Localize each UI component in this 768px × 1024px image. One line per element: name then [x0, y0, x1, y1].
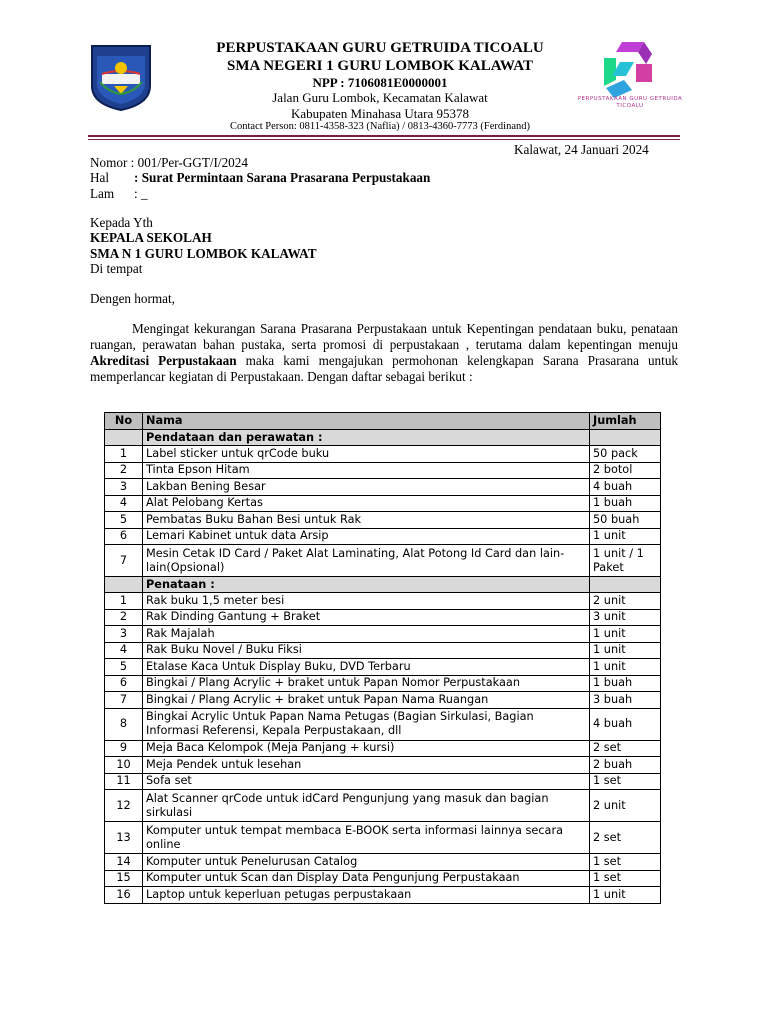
item-name: Etalase Kaca Untuk Display Buku, DVD Terbaru	[143, 659, 590, 676]
table-row	[105, 545, 661, 577]
item-no: 14	[105, 854, 143, 871]
item-name: Rak Buku Novel / Buku Fiksi	[143, 642, 590, 659]
item-qty: 1 unit	[590, 887, 661, 904]
letterhead-rule-thin	[88, 139, 680, 140]
table-row	[105, 626, 661, 643]
item-no: 3	[105, 479, 143, 496]
item-qty: 50 pack	[590, 446, 661, 463]
attachment-label: Lam	[90, 186, 115, 201]
item-name: Sofa set	[143, 773, 590, 790]
body-text-1: Mengingat kekurangan Sarana Prasarana Perpustakaan untuk Kepentingan pendataan buku, penataan ruangan, perawatan bahan pustaka, serta promosi di perpustakaan , terutama dalam kepentingan menuju	[90, 321, 678, 352]
section-qty-cell	[590, 577, 661, 593]
item-no: 2	[105, 609, 143, 626]
item-no: 7	[105, 692, 143, 709]
item-qty: 2 unit	[590, 593, 661, 610]
table-row	[105, 642, 661, 659]
item-name: Bingkai / Plang Acrylic + braket untuk Papan Nama Ruangan	[143, 692, 590, 709]
section-row	[105, 577, 661, 593]
item-no: 7	[105, 545, 143, 577]
recipient-title: KEPALA SEKOLAH	[90, 230, 212, 245]
item-qty: 1 unit	[590, 528, 661, 545]
item-qty: 3 unit	[590, 609, 661, 626]
item-qty: 2 buah	[590, 757, 661, 774]
body-text-bold: Akreditasi Perpustakaan	[90, 353, 237, 368]
item-qty: 2 set	[590, 740, 661, 757]
item-no: 8	[105, 708, 143, 740]
item-no: 3	[105, 626, 143, 643]
subject-label: Hal	[90, 170, 110, 185]
items-table	[104, 412, 661, 904]
letterhead-address1: Jalan Guru Lombok, Kecamatan Kalawat	[272, 90, 488, 105]
header-jumlah: Jumlah	[590, 413, 661, 430]
salutation: Dengen hormat,	[90, 291, 175, 306]
letterhead-npp: NPP : 7106081E0000001	[312, 75, 448, 90]
item-name: Mesin Cetak ID Card / Paket Alat Laminating, Alat Potong Id Card dan lain-lain(Opsional)	[143, 545, 590, 577]
letter-date: Kalawat, 24 Januari 2024	[514, 142, 649, 157]
section-title: Pendataan dan perawatan :	[143, 430, 590, 446]
item-qty: 4 buah	[590, 479, 661, 496]
table-row	[105, 708, 661, 740]
library-logo-caption: PERPUSTAKAAN GURU GETRUIDA TICOALU	[577, 96, 683, 109]
letterhead-line1: PERPUSTAKAAN GURU GETRUIDA TICOALU	[216, 40, 544, 56]
table-row	[105, 773, 661, 790]
table-row	[105, 887, 661, 904]
attachment-value: : _	[134, 186, 148, 201]
table-row	[105, 757, 661, 774]
item-name: Rak buku 1,5 meter besi	[143, 593, 590, 610]
item-qty: 4 buah	[590, 708, 661, 740]
item-name: Lakban Bening Besar	[143, 479, 590, 496]
item-name: Tinta Epson Hitam	[143, 462, 590, 479]
item-qty: 1 unit	[590, 642, 661, 659]
table-row	[105, 528, 661, 545]
table-row	[105, 675, 661, 692]
section-qty-cell	[590, 430, 661, 446]
table-row	[105, 593, 661, 610]
table-row	[105, 512, 661, 529]
table-row	[105, 659, 661, 676]
section-row	[105, 430, 661, 446]
table-row	[105, 446, 661, 463]
item-name: Bingkai / Plang Acrylic + braket untuk Papan Nomor Perpustakaan	[143, 675, 590, 692]
item-qty: 50 buah	[590, 512, 661, 529]
item-no: 9	[105, 740, 143, 757]
item-no: 5	[105, 512, 143, 529]
table-row	[105, 870, 661, 887]
table-row	[105, 692, 661, 709]
item-qty: 2 unit	[590, 790, 661, 822]
item-qty: 1 unit / 1 Paket	[590, 545, 661, 577]
recipient-place: Di tempat	[90, 261, 143, 276]
item-no: 1	[105, 593, 143, 610]
item-no: 6	[105, 675, 143, 692]
item-qty: 2 set	[590, 822, 661, 854]
item-name: Komputer untuk tempat membaca E-BOOK serta informasi lainnya secara online	[143, 822, 590, 854]
header-nama: Nama	[143, 413, 590, 430]
recipient-school: SMA N 1 GURU LOMBOK KALAWAT	[90, 246, 317, 261]
school-logo	[88, 42, 154, 112]
letterhead-rule	[88, 135, 680, 137]
table-row	[105, 479, 661, 496]
table-row	[105, 609, 661, 626]
table-row	[105, 495, 661, 512]
item-qty: 1 set	[590, 854, 661, 871]
letterhead-address2: Kabupaten Minahasa Utara 95378	[291, 106, 469, 121]
letterhead-line2: SMA NEGERI 1 GURU LOMBOK KALAWAT	[226, 58, 533, 74]
item-no: 10	[105, 757, 143, 774]
item-name: Komputer untuk Scan dan Display Data Pengunjung Perpustakaan	[143, 870, 590, 887]
subject-value: : Surat Permintaan Sarana Prasarana Perpustakaan	[134, 170, 431, 185]
item-name: Rak Dinding Gantung + Braket	[143, 609, 590, 626]
item-no: 4	[105, 642, 143, 659]
table-row	[105, 740, 661, 757]
body-text-2: maka kami mengajukan permohonan kelengkapan Sarana Prasarana untuk memperlancar kegiatan di Perpustakaan. Dengan daftar sebagai berikut :	[90, 353, 679, 384]
section-title: Penataan :	[143, 577, 590, 593]
table-row	[105, 790, 661, 822]
item-qty: 1 unit	[590, 626, 661, 643]
section-no-cell	[105, 430, 143, 446]
letterhead-contact: Contact Person: 0811-4358-323 (Naflia) / 0813-4360-7773 (Ferdinand)	[230, 121, 530, 132]
item-name: Label sticker untuk qrCode buku	[143, 446, 590, 463]
item-name: Komputer untuk Penelurusan Catalog	[143, 854, 590, 871]
addressee-greeting: Kepada Yth	[90, 215, 153, 230]
table-row	[105, 462, 661, 479]
item-no: 13	[105, 822, 143, 854]
item-no: 16	[105, 887, 143, 904]
item-name: Laptop untuk keperluan petugas perpustakaan	[143, 887, 590, 904]
item-qty: 3 buah	[590, 692, 661, 709]
item-name: Lemari Kabinet untuk data Arsip	[143, 528, 590, 545]
item-name: Pembatas Buku Bahan Besi untuk Rak	[143, 512, 590, 529]
item-qty: 1 buah	[590, 675, 661, 692]
section-no-cell	[105, 577, 143, 593]
item-name: Alat Pelobang Kertas	[143, 495, 590, 512]
item-name: Meja Baca Kelompok (Meja Panjang + kursi)	[143, 740, 590, 757]
body-paragraph	[90, 321, 678, 385]
item-no: 4	[105, 495, 143, 512]
item-qty: 1 set	[590, 870, 661, 887]
item-name: Alat Scanner qrCode untuk idCard Pengunjung yang masuk dan bagian sirkulasi	[143, 790, 590, 822]
item-no: 15	[105, 870, 143, 887]
item-no: 5	[105, 659, 143, 676]
table-header-row	[105, 413, 661, 430]
item-qty: 1 set	[590, 773, 661, 790]
item-no: 6	[105, 528, 143, 545]
item-qty: 1 buah	[590, 495, 661, 512]
table-row	[105, 822, 661, 854]
item-no: 11	[105, 773, 143, 790]
item-name: Rak Majalah	[143, 626, 590, 643]
table-row	[105, 854, 661, 871]
item-no: 12	[105, 790, 143, 822]
item-no: 1	[105, 446, 143, 463]
item-no: 2	[105, 462, 143, 479]
item-name: Meja Pendek untuk lesehan	[143, 757, 590, 774]
table-body	[105, 430, 661, 904]
item-name: Bingkai Acrylic Untuk Papan Nama Petugas (Bagian Sirkulasi, Bagian Informasi Referensi, Kepala Perpustakaan, dll	[143, 708, 590, 740]
item-qty: 2 botol	[590, 462, 661, 479]
letter-number: Nomor : 001/Per-GGT/I/2024	[90, 155, 248, 170]
header-no: No	[105, 413, 143, 430]
item-qty: 1 unit	[590, 659, 661, 676]
